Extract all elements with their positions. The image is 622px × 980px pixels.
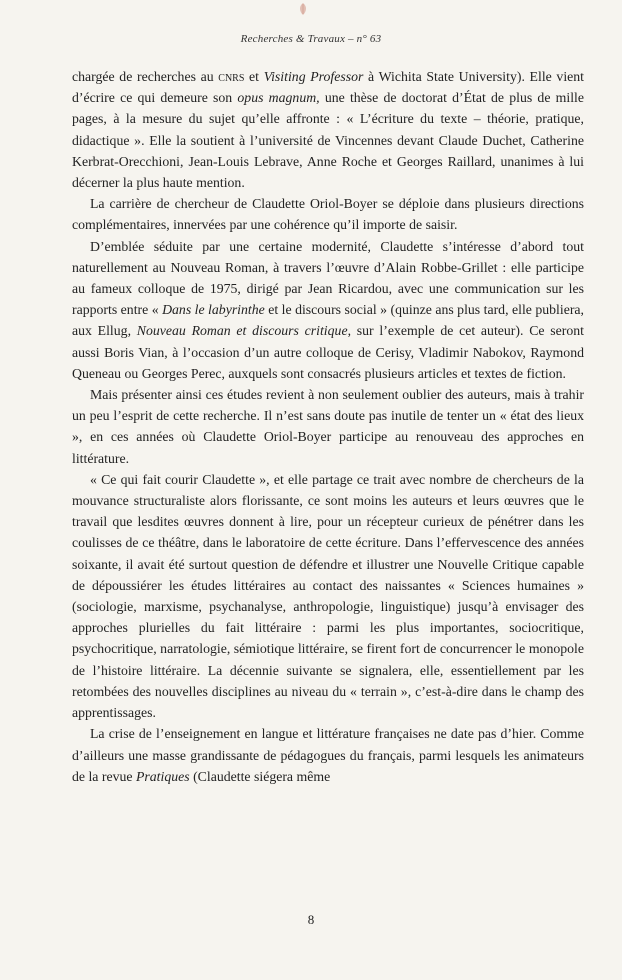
paragraph [72,469,584,723]
paragraph [72,723,584,787]
italic-text: Nouveau Roman et discours critique [136,323,348,339]
text-run: chargée de recherches au [72,69,219,84]
text-run: Mais présenter ainsi ces études revient à non seulement oublier des auteurs, mais à trahir un peu l’esprit de cette recherche. Il n’est sans doute pas inutile de tenter un « état des lieux », en ces années où Claudette Oriol-Boyer participe au renouveau des approches en littérature. [72,387,584,466]
text-run: et [244,69,264,84]
text-run: , sur l’exemple de cet auteur). Ce seront aussi Boris Vian, à l’occasion d’un autre colloque de Cerisy, Vladimir Nabokov, Raymond Queneau ou Georges Perec, auxquels sont consacrés plusieurs articles et textes de fiction. [72,323,585,381]
text-run: « Ce qui fait courir Claudette », et elle partage ce trait avec nombre de chercheurs de la mouvance structuraliste alors florissante, ce sont moins les auteurs et leurs œuvres que le travail que lesdites œuvres donnent à lire, pour un récepteur curieux de pénétrer dans les coulisses de ce théâtre, dans le laboratoire de cette écriture. Dans l’effervescence des années soixante, il avait été surtout question de défendre et illustrer une Nouvelle Critique capable de dépoussiérer les études littéraires au contact des naissantes « Sciences humaines » (sociologie, marxisme, psychanalyse, anthropologie, linguistique) jusqu’à envisager des approches plurielles du fait littéraire : parmi les plus importantes, sociocritique, psychocritique, narratologie, sémiotique littéraire, se firent fort de concurrencer le monopole de l’histoire littéraire. La décennie suivante se signalera, elle, essentiellement par les retombées des nouvelles disciplines au niveau du « terrain », c’est-à-dire dans le champ des apprentissages. [72,471,584,721]
paragraph [72,236,584,384]
text-run: et le discours social » (quinze ans plus tard, elle publiera, aux Ellug, [72,302,585,339]
italic-text: Pratiques [135,768,190,784]
running-head: Recherches & Travaux – n° 63 [240,33,382,45]
body-text [72,66,584,787]
italic-text: Visiting Professor [263,69,364,84]
text-run: une thèse de doctorat d’État de plus de mille pages, à la mesure du sujet qu’elle affronte : « L’écriture du texte – théorie, pratique, didactique ». Elle la soutient à l’université de Vincennes devant Claude Duchet, Catherine Kerbrat-Orecchioni, Jean-Louis Lebrave, Anne Roche et Georges Raillard, unanimes à lui décerner la plus haute mention. [72,90,585,191]
italic-text: Dans le labyrinthe [162,302,265,318]
text-run: (Claudette siégera même [189,768,331,784]
paragraph [72,384,584,469]
paragraph [72,66,584,193]
text-run: à Wichita State University). Elle vient d’écrire ce qui demeure son [72,69,585,106]
text-run: La crise de l’enseignement en langue et littérature françaises ne date pas d’hier. Comme d’ailleurs une masse grandissante de pédagogues du français, parmi lesquels les animateurs de la revue [72,726,584,784]
text-run: La carrière de chercheur de Claudette Oriol-Boyer se déploie dans plusieurs directions complémentaires, innervées par une cohérence qu’il importe de saisir. [72,196,584,233]
text-run: D’emblée séduite par une certaine modernité, Claudette s’intéresse d’abord tout naturellement au Nouveau Roman, à travers l’œuvre d’Alain Robbe-Grillet : elle participe au fameux colloque de 1975, dirigé par Jean Ricardou, avec une communication sur les rapports entre « [72,238,584,318]
page-number: 8 [307,912,315,927]
leaf-ornament-icon [296,2,310,16]
italic-text: opus magnum, [237,90,320,106]
smallcaps-text: cnrs [218,69,245,84]
paragraph [72,193,584,235]
